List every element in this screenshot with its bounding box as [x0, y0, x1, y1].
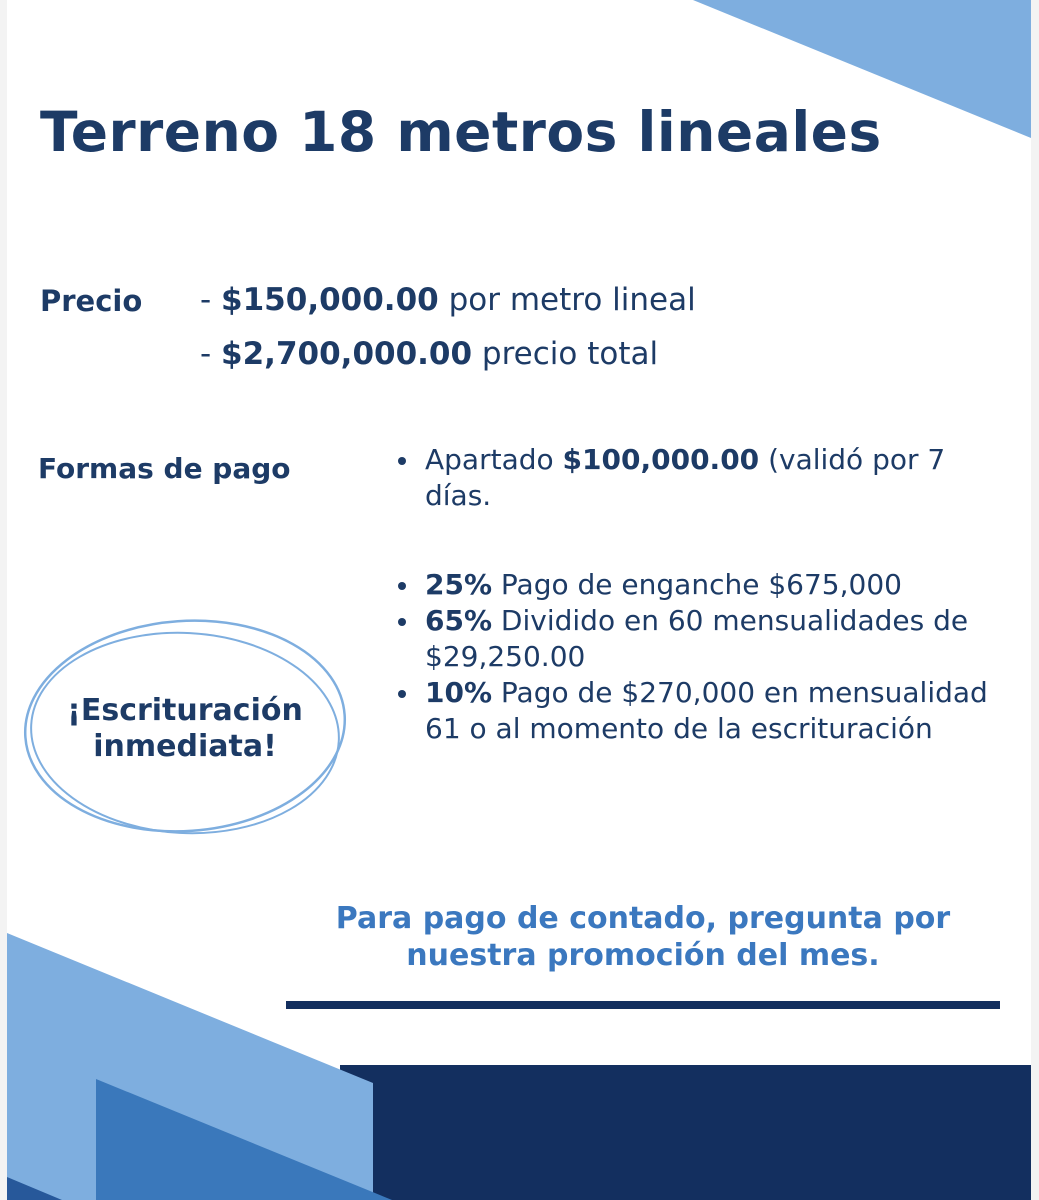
item-text: (validó por 7 días. — [425, 443, 946, 512]
payment-label: Formas de pago — [38, 452, 291, 485]
item-text: Apartado — [425, 443, 563, 476]
promo-line-2: nuestra promoción del mes. — [406, 938, 880, 973]
price-per-meter — [200, 282, 696, 318]
page-title: Terreno 18 metros lineales — [40, 100, 882, 164]
price-total — [200, 336, 658, 372]
price-amount: $150,000.00 — [221, 282, 439, 318]
price-label: Precio — [40, 284, 143, 318]
item-bold: 65% — [425, 604, 493, 637]
price-prefix: - — [200, 336, 222, 372]
badge-line-1: ¡Escrituración — [67, 693, 303, 728]
deed-badge — [35, 693, 335, 765]
payment-item-down-payment — [392, 567, 1012, 603]
payment-item-monthly — [392, 603, 1012, 675]
promo-text — [279, 900, 1007, 974]
badge-line-2: inmediata! — [93, 729, 277, 764]
item-text: Dividido en 60 mensualidades de $29,250.00 — [425, 604, 969, 673]
divider-line — [286, 1001, 1000, 1009]
item-text: Pago de $270,000 en mensualidad 61 o al momento de la escrituración — [425, 676, 988, 745]
price-prefix: - — [200, 282, 222, 318]
flyer-page — [7, 0, 1031, 1200]
payment-item-final — [392, 675, 1012, 747]
item-bold: 25% — [425, 568, 493, 601]
item-text: Pago de enganche $675,000 — [492, 568, 902, 601]
promo-line-1: Para pago de contado, pregunta por — [335, 901, 951, 936]
item-bold: 10% — [425, 676, 493, 709]
bottom-navy-block — [340, 1065, 1031, 1200]
item-bold: $100,000.00 — [562, 443, 760, 476]
payment-item-deposit — [392, 442, 1012, 514]
price-suffix: precio total — [472, 336, 659, 372]
price-amount: $2,700,000.00 — [221, 336, 473, 372]
payment-list — [392, 442, 1012, 747]
price-suffix: por metro lineal — [438, 282, 696, 318]
